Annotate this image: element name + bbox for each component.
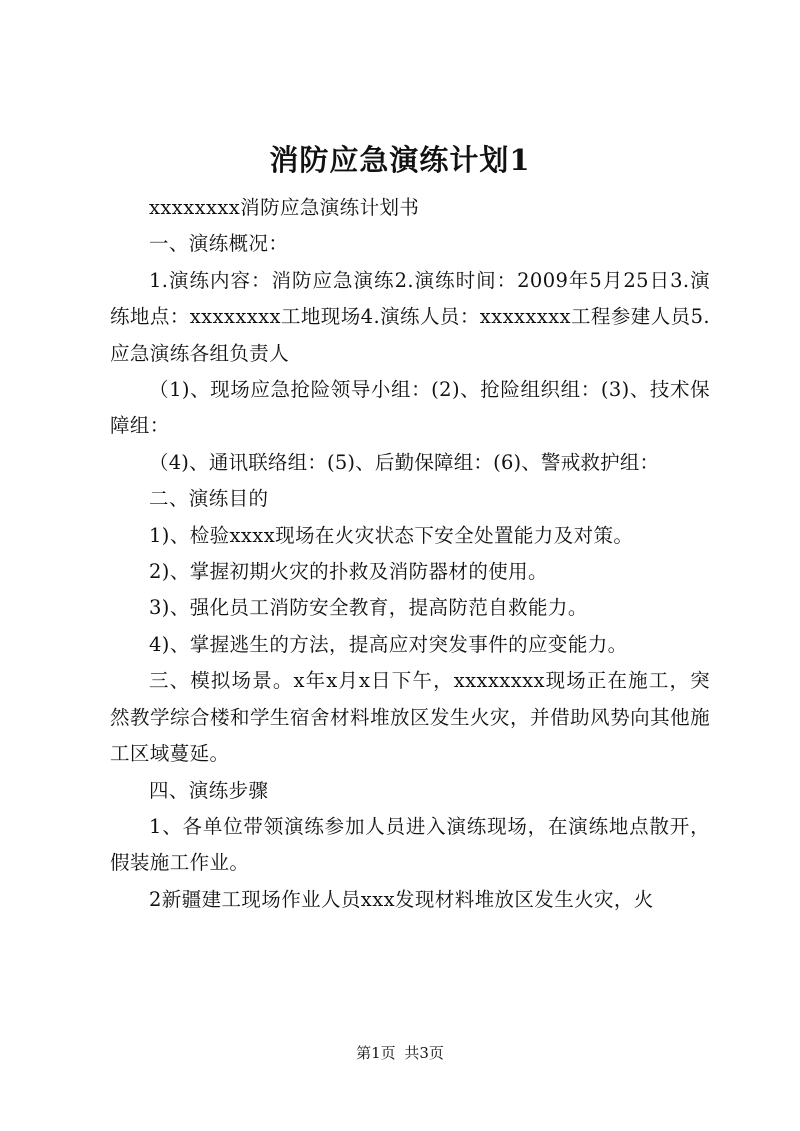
- page-number: 第1页: [356, 1044, 396, 1062]
- page-footer: [0, 1043, 800, 1063]
- purpose-item-2: 2)、掌握初期火灾的扑救及消防器材的使用。: [149, 560, 548, 584]
- overview-details: 1.演练内容：消防应急演练2.演练时间：2009年5月25日3.演练地点：xxxxxxxx工地现场4.演练人员：xxxxxxxx工程参建人员5.应急演练各组负责人: [110, 268, 710, 365]
- purpose-item-3: 3)、强化员工消防安全教育，提高防范自救能力。: [149, 596, 588, 620]
- document-body: [110, 190, 710, 918]
- plan-subtitle: xxxxxxxx消防应急演练计划书: [149, 196, 420, 219]
- team-list-1: （1)、现场应急抢险领导小组：(2)、抢险组织组：(3)、技术保障组：: [110, 378, 710, 438]
- team-list-2: （4)、通讯联络组：(5)、后勤保障组：(6)、警戒救护组：: [149, 450, 660, 474]
- document-title: 消防应急演练计划1: [269, 143, 531, 177]
- scenario-paragraph: 三、模拟场景。x年x月x日下午，xxxxxxxx现场正在施工，突然教学综合楼和学生宿舍材料堆放区发生火灾，并借助风势向其他施工区域蔓延。: [110, 669, 710, 766]
- page-total: 共3页: [404, 1044, 444, 1062]
- purpose-item-1: 1)、检验xxxx现场在火灾状态下安全处置能力及对策。: [149, 523, 634, 547]
- section-heading-purpose: 二、演练目的: [149, 487, 269, 511]
- step-item-2: 2新疆建工现场作业人员xxx发现材料堆放区发生火灾，火: [149, 887, 654, 911]
- purpose-item-4: 4)、掌握逃生的方法，提高应对突发事件的应变能力。: [149, 632, 628, 656]
- step-item-1: 1、各单位带领演练参加人员进入演练现场，在演练地点散开，假装施工作业。: [110, 814, 710, 875]
- section-heading-steps: 四、演练步骤: [149, 778, 269, 802]
- section-heading-overview: 一、演练概况：: [149, 232, 289, 256]
